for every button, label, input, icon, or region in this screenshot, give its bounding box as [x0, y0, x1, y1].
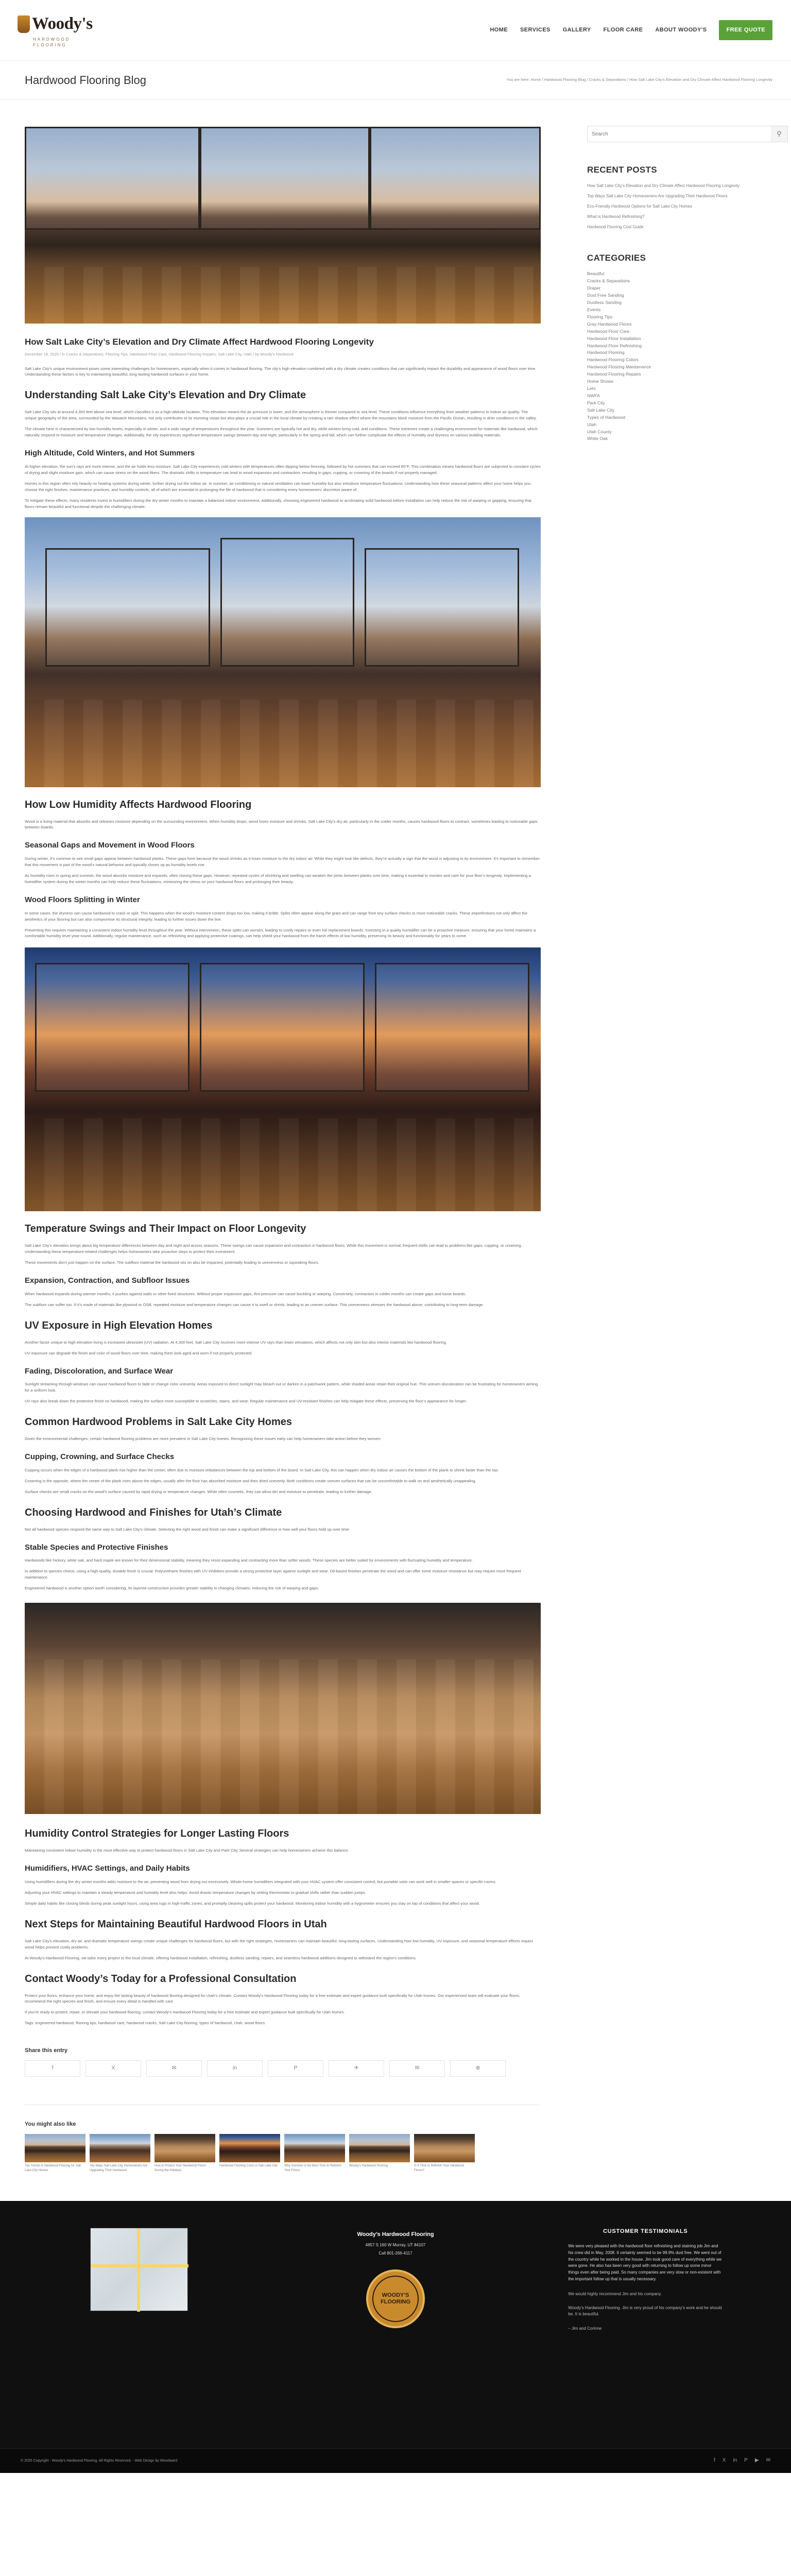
paragraph: In some cases, the dryness can cause hardwood to crack or split. This happens when the wood’s moisture content drops too low, making it brittle. Splits often appear along the grain and can range from tiny surface checks to more noticeable cracks. These imperfections not only affect the aesthetics of your flooring but can also compromise its structural integrity, leading to further issues down the line. — [25, 910, 527, 922]
category-link[interactable]: Flooring Tips — [587, 314, 613, 319]
title-bar — [0, 61, 791, 100]
hero-image — [25, 127, 541, 324]
x-icon[interactable]: X — [722, 2458, 726, 2464]
share-mail-button[interactable]: ✉ — [146, 2060, 202, 2077]
category-link[interactable]: Gray Hardwood Floors — [587, 321, 632, 327]
post-tags[interactable]: Tags: engineered hardwood, flooring tips, hardwood care, hardwood cracks, Salt Lake City flooring, types of hardwood, Utah, wood floors — [25, 2021, 265, 2026]
breadcrumb[interactable]: You are here: Home / Hardwood Flooring Blog / Cracks & Separations / How Salt Lake City’s Elevation and Dry Climate Affect Hardwood Flooring Longevity — [506, 77, 772, 82]
category-link[interactable]: Home Shows — [587, 379, 614, 384]
linkedin-icon[interactable]: in — [733, 2458, 737, 2464]
testimonial-text-2: We would highly recommend Jim and his company. — [568, 2291, 662, 2296]
section-title-3: Temperature Swings and Their Impact on Floor Longevity — [25, 1223, 306, 1235]
paragraph: Wood is a living material that absorbs and releases moisture depending on the surrounding environment. When humidity drops, wood loses moisture and shrinks. Salt Lake City’s dry air, particularly in the colder months, causes hardwood floors to contract, sometimes leading to noticeable gaps between boards. — [25, 819, 538, 830]
site-logo[interactable] — [18, 12, 105, 48]
category-link[interactable]: Park City — [587, 400, 605, 405]
logo-tagline: HARDWOOD FLOORING — [33, 37, 71, 48]
paragraph: Salt Lake City’s elevation, dry air, and dramatic temperature swings create unique challenges for hardwood floors, but with the right strategies, homeowners can maintain beautiful, long-lasting surfaces. Understanding how low humidity, UV exposure, and seasonal temperature effects impact wood helps prevent costly problems. — [25, 1938, 533, 1950]
paragraph: Hardwoods like hickory, white oak, and hard maple are known for their dimensional stability, meaning they resist expanding and contracting more than softer woods. These species are better suited for environments with fluctuating humidity and temperature. — [25, 1558, 473, 1563]
testimonial-author: – Jim and Corinne — [568, 2326, 602, 2331]
pinterest-icon[interactable]: P — [744, 2458, 748, 2464]
recent-posts-title: RECENT POSTS — [587, 165, 657, 175]
paragraph: To mitigate these effects, many residents invest in humidifiers during the dry winter months to maintain a balanced indoor environment. Additionally, choosing engineered hardwood or acclimating solid hardwood before installation can help reduce the risk of warping or gapping, ensuring that floors remain beautiful and functional despite the challenging climate. — [25, 498, 531, 509]
testimonial-text-3: Woody’s Hardwood Flooring. Jim is very proud of his company’s work and he should be. It is beautiful. — [568, 2306, 722, 2317]
subsection-title: Fading, Discoloration, and Surface Wear — [25, 1366, 174, 1376]
paragraph: Maintaining consistent indoor humidity is the most effective way to protect hardwood floors in Salt Lake City and Park City. Several strategies can help homeowners achieve this balance. — [25, 1848, 349, 1853]
paragraph: At higher elevation, the sun’s rays are more intense, and the air holds less moisture. Salt Lake City experiences cold winters with temperatures often dipping below freezing, followed by hot summers that can exceed 90°F. This combination means hardwood floors are subjected to constant cycles of drying and slight moisture gain, which can cause stress on the wood fibers. The dramatic shifts in temperature can lead to wood expansion and contraction, resulting in gaps, cupping, or crowning of the boards if not properly managed. — [25, 464, 541, 475]
subsection-title: Seasonal Gaps and Movement in Wood Floors — [25, 841, 195, 850]
footer-phone[interactable]: Call 801-266-4117 — [379, 2250, 412, 2256]
category-link[interactable]: Utah County — [587, 429, 612, 434]
section-title-2: How Low Humidity Affects Hardwood Flooring — [25, 799, 252, 810]
related-post[interactable]: Top Trends in Hardwood Flooring for Salt Lake City Homes — [25, 2134, 85, 2170]
category-link[interactable]: Hardwood Flooring — [587, 350, 625, 355]
subsection-title: Humidifiers, HVAC Settings, and Daily Habits — [25, 1864, 190, 1873]
category-link[interactable]: Beautiful — [587, 271, 605, 277]
category-link[interactable]: White Oak — [587, 436, 608, 442]
share-x-button[interactable]: X — [85, 2060, 141, 2077]
subsection-title: Stable Species and Protective Finishes — [25, 1543, 168, 1552]
related-post[interactable]: Top Ways Salt Lake City Homeowners Are Upgrading Their Hardwood — [90, 2134, 150, 2170]
logo-mark-icon — [18, 15, 30, 33]
footer-company-name: Woody’s Hardwood Flooring — [357, 2231, 434, 2238]
category-link[interactable]: NWFA — [587, 393, 600, 398]
share-telegram-button[interactable]: ✈ — [329, 2060, 384, 2077]
facebook-icon[interactable]: f — [713, 2458, 715, 2464]
category-link[interactable]: Hardwood Floor Care — [587, 328, 630, 334]
paragraph: Not all hardwood species respond the same way to Salt Lake City’s climate. Selecting the right wood and finish can make a significant difference in how well your floors hold up over time. — [25, 1527, 350, 1532]
section-title-5: Common Hardwood Problems in Salt Lake City Homes — [25, 1416, 292, 1428]
section-title-1: Understanding Salt Lake City’s Elevation and Dry Climate — [25, 389, 306, 401]
youtube-icon[interactable]: ▶ — [754, 2458, 759, 2464]
related-post[interactable]: Why Summer is the Best Time to Refinish Your Floors — [284, 2134, 345, 2170]
category-link[interactable]: Hardwood Flooring Repairs — [587, 371, 641, 377]
category-link[interactable]: Events — [587, 307, 601, 312]
nav-services[interactable]: SERVICES — [520, 26, 551, 33]
interior-image-living-room — [25, 517, 541, 787]
paragraph: Adjusting your HVAC settings to maintain a steady temperature and humidity level also helps. Avoid drastic temperature changes by setting thermostats to gradual shifts rather than sudden jumps. — [25, 1890, 366, 1895]
floor-closeup-image — [25, 1603, 541, 1814]
copyright: © 2025 Copyright - Woody's Hardwood Flooring. All Rights Reserved. - Web Design by Woodward — [21, 2459, 178, 2463]
paragraph: Salt Lake City’s elevation brings about big temperature differences between day and night and across seasons. These swings can cause expansion and contraction in hardwood floors. While this movement is normal, frequent shifts can lead to problems like gaps, cupping, or crowning. Understanding these temperature-related challenges helps homeowners take proactive steps to protect their investment. — [25, 1243, 522, 1255]
category-link[interactable]: Hardwood Flooring Colors — [587, 357, 639, 363]
location-map[interactable] — [90, 2228, 188, 2311]
category-link[interactable]: Lehi — [587, 386, 596, 392]
sidebar — [587, 100, 788, 2201]
subsection-title: High Altitude, Cold Winters, and Hot Summers — [25, 449, 195, 458]
logo-name: Woody's — [32, 14, 93, 33]
woodys-badge-logo: WOODY'S FLOORING — [366, 2269, 425, 2328]
footer-bottom-bar — [0, 2448, 791, 2473]
footer-address: 4857 S 160 W Murray, UT 84107 — [365, 2243, 426, 2248]
paragraph: Surface checks are small cracks on the wood’s surface caused by rapid drying or temperature changes. While often cosmetic, they can allow dirt and moisture to penetrate, leading to further damage. — [25, 1489, 372, 1494]
paragraph: In addition to species choice, using a high-quality, durable finish is crucial. Polyurethane finishes with UV inhibitors provide a strong protective layer against sunlight and wear. Oil-based finishes penetrate the wood and can offer some moisture resistance but may require more frequent maintenance. — [25, 1569, 521, 1580]
category-link[interactable]: Draper — [587, 285, 601, 291]
subsection-title: Cupping, Crowning, and Surface Checks — [25, 1452, 175, 1462]
free-quote-button[interactable]: FREE QUOTE — [719, 20, 772, 41]
paragraph: Salt Lake City sits at around 4,300 feet above sea level, which classifies it as a high-altitude location. This elevation means the air pressure is lower, and the atmosphere is thinner compared to sea level. These conditions influence everything from weather patterns to indoor air quality. The unique geography of the area, surrounded by the Wasatch Mountains, not only contributes to its stunning vistas but also plays a crucial role in the local climate by creating a rain shadow effect where the mountains block moisture from the Pacific Ocean, resulting in drier conditions in the valley. — [25, 410, 537, 421]
search-box — [587, 126, 788, 142]
paragraph: Preventing this requires maintaining a consistent indoor humidity level throughout the year. Without intervention, these splits can worsen, leading to costly repairs or even full replacement boards. Investing in a quality humidifier can be a proactive measure, ensuring that your home maintains a comfortable humidity level year-round. Additionally, regular maintenance, such as refinishing and applying protective coatings, can help shield your hardwood from the harsh effects of low humidity, preserving its beauty and functionality for years to come. — [25, 927, 536, 939]
category-link[interactable]: Salt Lake City — [587, 407, 615, 413]
recent-posts-list — [587, 183, 788, 230]
share-email-button[interactable]: ✉ — [389, 2060, 445, 2077]
section-title-8: Next Steps for Maintaining Beautiful Hardwood Floors in Utah — [25, 1918, 327, 1930]
post-content — [25, 100, 541, 2201]
nav-about[interactable]: ABOUT WOODY'S — [655, 26, 707, 33]
share-linkedin-button[interactable]: in — [207, 2060, 263, 2077]
main-nav — [490, 20, 772, 41]
paragraph: Using humidifiers during the dry winter months adds moisture to the air, preventing wood from drying out excessively. Whole-home humidifiers integrated with your HVAC system offer consistent control, but portable units can work well in smaller spaces or specific rooms. — [25, 1879, 496, 1884]
recent-post-link[interactable]: Hardwood Flooring Cost Guide — [587, 224, 644, 229]
social-links — [714, 2457, 770, 2465]
testimonial-text: We were very pleased with the hardwood floor refinishing and staining job Jim and his crew did in May, 2008. It certainly seemed to be 99.9% dust free. We went out of the country while he worked in the house. Jim took good care of everything while we were gone. He also has been very good with returning to follow up some minor things even after being paid. So many companies are very slow or non-existent with the important follow up that is usually necessary. — [568, 2244, 722, 2282]
paragraph: Simple daily habits like closing blinds during peak sunlight hours, using area rugs in high-traffic zones, and promptly cleaning spills protect your hardwood. Monitoring indoor humidity with a hygrometer ensures you stay on top of conditions that affect your wood. — [25, 1901, 480, 1906]
recent-post-link[interactable]: How Salt Lake City’s Elevation and Dry Climate Affect Hardwood Flooring Longevity — [587, 183, 740, 188]
related-title: You might also like — [25, 2121, 76, 2128]
subsection-title: Wood Floors Splitting in Winter — [25, 895, 140, 904]
nav-gallery[interactable]: GALLERY — [562, 26, 591, 33]
recent-post-link[interactable]: What is Hardwood Refinishing? — [587, 214, 645, 219]
section-title-6: Choosing Hardwood and Finishes for Utah’s Climate — [25, 1506, 282, 1518]
site-header — [0, 0, 791, 61]
categories-title: CATEGORIES — [587, 252, 646, 263]
testimonials-title: CUSTOMER TESTIMONIALS — [603, 2228, 688, 2235]
paragraph: As humidity rises in spring and summer, the wood absorbs moisture and expands, often closing these gaps. However, repeated cycles of shrinking and swelling can weaken the joints between planks over time, making it essential to monitor and care for your floor’s longevity. Implementing a humidifier system during the winter months can help reduce these fluctuations, minimizing the stress on your hardwood floors and prolonging their beauty. — [25, 873, 531, 884]
paragraph: UV exposure can degrade the finish and color of wood floors over time, making them look aged and worn if not properly protected. — [25, 1350, 253, 1355]
categories-list — [587, 270, 788, 443]
paragraph: Crowning is the opposite, where the center of the plank rises above the edges, usually after the floor has absorbed moisture and then dried unevenly. Both conditions create uneven surfaces that can be uncomfortable to walk on and aesthetically unappealing. — [25, 1478, 476, 1483]
category-link[interactable]: Hardwood Flooring Maintenance — [587, 364, 651, 370]
subsection-title: Expansion, Contraction, and Subfloor Issues — [25, 1276, 190, 1285]
paragraph: The subfloor can suffer too. If it’s made of materials like plywood or OSB, repeated moisture and temperature changes can cause it to swell or shrink, leading to an uneven surface. This unevenness stresses the hardwood above, contributing to long-term damage. — [25, 1302, 484, 1307]
category-link[interactable]: Cracks & Separations — [587, 278, 630, 284]
paragraph: Cupping occurs when the edges of a hardwood plank rise higher than the center, often due to moisture imbalances between the top and bottom of the board. In Salt Lake City, this can happen when dry indoor air causes the bottom of the plank to shrink faster than the top. — [25, 1467, 499, 1472]
category-link[interactable]: Hardwood Floor Installation — [587, 335, 641, 341]
share-buttons — [25, 2060, 541, 2077]
paragraph: Protect your floors, enhance your home, and enjoy the lasting beauty of hardwood flooring designed for Utah’s climate. Contact Woody’s Hardwood Flooring today for a free estimate and expert guidance built specifically for Utah homes. Our experienced team will evaluate your floors, recommend the right species and finish, and ensure every detail is handled with care. — [25, 1993, 520, 2004]
category-link[interactable]: Utah — [587, 421, 597, 427]
share-more-button[interactable]: ⊕ — [450, 2060, 506, 2077]
recent-post-link[interactable]: Eco-Friendly Hardwood Options for Salt Lake City Homes — [587, 204, 693, 209]
share-pinterest-button[interactable]: P — [268, 2060, 323, 2077]
category-link[interactable]: Types of Hardwood — [587, 414, 626, 420]
related-post[interactable]: Woody's Hardwood Flooring — [349, 2134, 410, 2170]
nav-floor-care[interactable]: FLOOR CARE — [603, 26, 643, 33]
related-posts — [25, 2134, 541, 2170]
category-link[interactable]: Hardwood Floor Refinishing — [587, 343, 642, 348]
paragraph: UV rays also break down the protective finish on hardwood, making the surface more susceptible to scratches, stains, and wear. Regular maintenance and UV-resistant finishes can help mitigate these effects, preserving the floor’s appearance for longer. — [25, 1399, 467, 1404]
share-facebook-button[interactable]: f — [25, 2060, 80, 2077]
paragraph: During winter, it’s common to see small gaps appear between hardwood planks. These gaps form because the wood shrinks as it loses moisture to the dry indoor air. While they might look like defects, they’re actually a sign that the wood is adjusting to its environment. It’s important to remember that this movement is part of the wood’s natural behavior and typically closes up as humidity levels rise. — [25, 856, 540, 868]
related-post[interactable]: Is It Time to Refinish Your Hardwood Floors? — [414, 2134, 475, 2170]
section-title-4: UV Exposure in High Elevation Homes — [25, 1319, 213, 1331]
post-title: How Salt Lake City’s Elevation and Dry Climate Affect Hardwood Flooring Longevity — [25, 337, 374, 347]
paragraph: Engineered hardwood is another option worth considering. Its layered construction provides greater stability in changing climates, reducing the risk of warping and gaps. — [25, 1586, 319, 1591]
search-input[interactable] — [588, 126, 771, 142]
paragraph: These movements don’t just happen on the surface. The subfloor material the hardwood sits on also be impacted, potentially leading to unevenness or squeaking floors. — [25, 1260, 319, 1265]
recent-post-link[interactable]: Top Ways Salt Lake City Homeowners Are Upgrading Their Hardwood Floors — [587, 193, 728, 198]
post-intro: Salt Lake City’s unique environment poses some interesting challenges for homeowners, especially when it comes to hardwood flooring. The city’s high elevation combined with a dry climate creates conditions that can significantly impact the durability and appearance of wood floors over time. Understanding these factors is key to maintaining beautiful, long-lasting hardwood surfaces in your home. — [25, 366, 537, 377]
related-post[interactable]: Hardwood Flooring Costs in Salt Lake City — [219, 2134, 280, 2170]
search-icon[interactable]: ⚲ — [771, 126, 787, 142]
paragraph: Given the environmental challenges, certain hardwood flooring problems are more prevalent in Salt Lake City homes. Recognizing these issues early can help homeowners take action before they worsen. — [25, 1436, 382, 1442]
paragraph: If you’re ready to protect, repair, or elevate your hardwood flooring, contact Woody’s Hardwood Flooring today for a free estimate and expert guidance built specifically for Utah homes. — [25, 2010, 345, 2015]
paragraph: Sunlight streaming through windows can cause hardwood floors to fade or change color unevenly. Areas exposed to direct sunlight may bleach out or darken in a patchwork pattern, while shaded areas retain their original hue. This uneven discoloration can be frustrating for homeowners aiming for a uniform look. — [25, 1382, 538, 1393]
nav-home[interactable]: HOME — [490, 26, 508, 33]
section-title-9: Contact Woody’s Today for a Professional Consultation — [25, 1973, 297, 1985]
paragraph: Homes in this region often rely heavily on heating systems during winter, further drying out the indoor air. In summer, air conditioning or natural ventilation can lower humidity but also introduce temperature fluctuations. Understanding how these seasonal patterns affect your home helps you choose the right finishes, maintenance practices, and humidity controls, all of which are essential to prolonging the life of hardwood that is considering every homeowners’ discretion aware of. — [25, 481, 531, 492]
page-title: Hardwood Flooring Blog — [25, 73, 147, 87]
paragraph: At Woody’s Hardwood Flooring, we tailor every project to the local climate, offering hardwood installation, refinishing, dustless sanding, repairs, and seamless hardwood additions designed to withstand the region’s conditions. — [25, 1955, 417, 1960]
interior-image-sunset — [25, 947, 541, 1211]
related-post[interactable]: How to Protect Your Hardwood Floors During the Holidays — [154, 2134, 215, 2170]
paragraph: When hardwood expands during warmer months, it pushes against walls or other fixed structures. Without proper expansion gaps, this pressure can cause buckling or warping. Conversely, contraction in colder months can create gaps and loose boards. — [25, 1291, 467, 1296]
post-meta: December 18, 2025 / in Cracks & Separations, Flooring Tips, Hardwood Floor Care, Hardwood Flooring Repairs, Salt Lake City, Utah / by Woody's Hardwood — [25, 351, 294, 357]
paragraph: Another factor unique to high elevation living is increased ultraviolet (UV) radiation. At 4,300 feet, Salt Lake City receives more intense UV rays than lower elevations, which affects not only skin but also interior materials like hardwood flooring. — [25, 1340, 447, 1345]
share-title: Share this entry — [25, 2047, 68, 2054]
section-title-7: Humidity Control Strategies for Longer Lasting Floors — [25, 1828, 289, 1840]
paragraph: The climate here is characterized by low humidity levels, especially in winter, and a wide range of temperatures throughout the year. Summers are typically hot and dry, while winters bring cold, arid conditions. These extremes create a challenging environment for materials like hardwood, which naturally respond to moisture and temperature changes. Additionally, the city experiences significant temperature swings between day and night, particularly in the spring and fall, which can further complicate the effects of humidity and dryness on various building materials. — [25, 427, 538, 438]
category-link[interactable]: Dust Free Sanding — [587, 293, 624, 298]
site-footer — [0, 2201, 791, 2448]
mail-icon[interactable]: ✉ — [766, 2458, 770, 2464]
category-link[interactable]: Dustless Sanding — [587, 299, 622, 305]
